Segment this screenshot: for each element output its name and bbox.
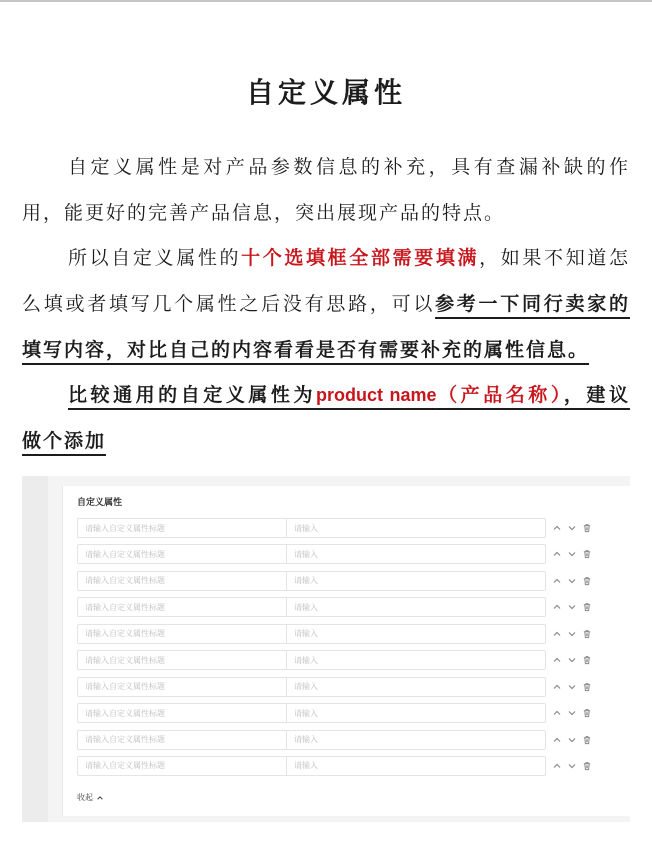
card-heading: 自定义属性 xyxy=(77,498,123,508)
page-title: 自定义属性 xyxy=(245,76,406,109)
screenshot-side-strip xyxy=(22,476,48,822)
chevron-down-icon xyxy=(567,708,577,718)
chevron-down-icon xyxy=(567,602,577,612)
text-line xyxy=(22,328,630,374)
emphasis-underlined-text: 参考一下同行卖家的 xyxy=(435,293,630,316)
chevron-up-icon xyxy=(96,794,104,802)
chevron-down-icon xyxy=(567,629,577,639)
attribute-value-input[interactable] xyxy=(287,624,546,644)
emphasis-underlined-text: 比较通用的自定义属性为 xyxy=(68,384,316,407)
move-up-button[interactable] xyxy=(552,576,562,586)
move-up-button[interactable] xyxy=(552,708,562,718)
body-text: 用，能更好的完善产品信息，突出展现产品的特点。 xyxy=(22,201,506,224)
attribute-row xyxy=(77,677,592,703)
attribute-row xyxy=(77,597,592,623)
attribute-row xyxy=(77,756,592,782)
attribute-row xyxy=(77,544,592,570)
move-up-button[interactable] xyxy=(552,682,562,692)
trash-icon xyxy=(582,629,592,639)
body-text: 所以自定义属性的 xyxy=(68,247,242,270)
attribute-value-input[interactable] xyxy=(287,597,546,617)
attribute-title-input[interactable] xyxy=(77,518,287,538)
text-line xyxy=(22,282,630,328)
emphasis-underlined-text: 做个添加 xyxy=(22,430,107,453)
chevron-up-icon xyxy=(552,655,562,665)
delete-button[interactable] xyxy=(582,549,592,559)
delete-button[interactable] xyxy=(582,576,592,586)
delete-button[interactable] xyxy=(582,523,592,533)
embedded-screenshot xyxy=(22,476,630,822)
paragraph-intro xyxy=(22,145,630,236)
delete-button[interactable] xyxy=(582,655,592,665)
trash-icon xyxy=(582,735,592,745)
trash-icon xyxy=(582,549,592,559)
move-down-button[interactable] xyxy=(567,602,577,612)
chevron-up-icon xyxy=(552,735,562,745)
emphasis-red-text: （产品名称） xyxy=(436,384,564,407)
trash-icon xyxy=(582,682,592,692)
trash-icon xyxy=(582,655,592,665)
row-actions xyxy=(552,730,592,750)
text-line xyxy=(22,373,630,419)
chevron-up-icon xyxy=(552,523,562,533)
attribute-row xyxy=(77,571,592,597)
move-down-button[interactable] xyxy=(567,629,577,639)
attribute-value-input[interactable] xyxy=(287,756,546,776)
attribute-value-input[interactable] xyxy=(287,677,546,697)
row-actions xyxy=(552,571,592,591)
move-down-button[interactable] xyxy=(567,523,577,533)
attribute-title-input[interactable] xyxy=(77,756,287,776)
chevron-down-icon xyxy=(567,735,577,745)
move-down-button[interactable] xyxy=(567,576,577,586)
move-down-button[interactable] xyxy=(567,708,577,718)
top-divider xyxy=(0,0,652,2)
text-line xyxy=(22,419,630,465)
attribute-row xyxy=(77,624,592,650)
attribute-title-input[interactable] xyxy=(77,677,287,697)
attribute-title-input[interactable] xyxy=(77,703,287,723)
attribute-value-input[interactable] xyxy=(287,703,546,723)
row-actions xyxy=(552,677,592,697)
move-down-button[interactable] xyxy=(567,761,577,771)
attribute-row xyxy=(77,650,592,676)
attribute-title-input[interactable] xyxy=(77,571,287,591)
attribute-title-input[interactable] xyxy=(77,597,287,617)
chevron-up-icon xyxy=(552,549,562,559)
move-up-button[interactable] xyxy=(552,523,562,533)
emphasis-red-text: 十个选填框全部需要填满 xyxy=(241,247,480,270)
row-actions xyxy=(552,597,592,617)
chevron-down-icon xyxy=(567,761,577,771)
move-down-button[interactable] xyxy=(567,735,577,745)
trash-icon xyxy=(582,708,592,718)
delete-button[interactable] xyxy=(582,682,592,692)
chevron-down-icon xyxy=(567,549,577,559)
emphasis-red-text: product name xyxy=(316,385,437,406)
attribute-value-input[interactable] xyxy=(287,730,546,750)
chevron-down-icon xyxy=(567,523,577,533)
attribute-row xyxy=(77,518,592,544)
row-actions xyxy=(552,624,592,644)
delete-button[interactable] xyxy=(582,629,592,639)
body-text: ，如果不知道怎 xyxy=(479,247,630,270)
row-actions xyxy=(552,703,592,723)
attribute-title-input[interactable] xyxy=(77,544,287,564)
body-text: 自定义属性是对产品参数信息的补充，具有查漏补缺的作 xyxy=(68,156,630,178)
trash-icon xyxy=(582,761,592,771)
paragraph-fill-advice xyxy=(22,236,630,373)
row-actions xyxy=(552,518,592,538)
delete-button[interactable] xyxy=(582,602,592,612)
delete-button[interactable] xyxy=(582,735,592,745)
text-line xyxy=(22,145,630,191)
attribute-title-input[interactable] xyxy=(77,650,287,670)
move-up-button[interactable] xyxy=(552,549,562,559)
chevron-up-icon xyxy=(552,761,562,771)
move-up-button[interactable] xyxy=(552,602,562,612)
move-up-button[interactable] xyxy=(552,735,562,745)
chevron-up-icon xyxy=(552,629,562,639)
chevron-down-icon xyxy=(567,576,577,586)
attribute-value-input[interactable] xyxy=(287,571,546,591)
chevron-up-icon xyxy=(552,708,562,718)
row-actions xyxy=(552,650,592,670)
attribute-value-input[interactable] xyxy=(287,544,546,564)
collapse-label: 收起 xyxy=(77,793,93,802)
chevron-up-icon xyxy=(552,682,562,692)
chevron-down-icon xyxy=(567,682,577,692)
attribute-row xyxy=(77,730,592,756)
move-up-button[interactable] xyxy=(552,629,562,639)
trash-icon xyxy=(582,523,592,533)
text-line xyxy=(22,236,630,282)
move-up-button[interactable] xyxy=(552,761,562,771)
delete-button[interactable] xyxy=(582,761,592,771)
attribute-value-input[interactable] xyxy=(287,650,546,670)
delete-button[interactable] xyxy=(582,708,592,718)
chevron-down-icon xyxy=(567,655,577,665)
emphasis-underlined-text: 填写内容，对比自己的内容看看是否有需要补充的属性信息。 xyxy=(22,338,590,361)
article-body xyxy=(22,145,630,465)
chevron-up-icon xyxy=(552,576,562,586)
attribute-row xyxy=(77,703,592,729)
row-actions xyxy=(552,544,592,564)
trash-icon xyxy=(582,602,592,612)
collapse-button[interactable] xyxy=(77,792,104,804)
trash-icon xyxy=(582,576,592,586)
move-down-button[interactable] xyxy=(567,682,577,692)
custom-attributes-card xyxy=(62,486,630,816)
attribute-rows xyxy=(77,518,592,782)
attribute-title-input[interactable] xyxy=(77,730,287,750)
emphasis-underlined-text: ，建议 xyxy=(563,384,630,407)
move-down-button[interactable] xyxy=(567,549,577,559)
attribute-title-input[interactable] xyxy=(77,624,287,644)
row-actions xyxy=(552,756,592,776)
move-down-button[interactable] xyxy=(567,655,577,665)
text-line xyxy=(22,191,630,237)
move-up-button[interactable] xyxy=(552,655,562,665)
chevron-up-icon xyxy=(552,602,562,612)
paragraph-recommendation xyxy=(22,373,630,464)
attribute-value-input[interactable] xyxy=(287,518,546,538)
body-text: 么填或者填写几个属性之后没有思路，可以 xyxy=(22,293,436,316)
